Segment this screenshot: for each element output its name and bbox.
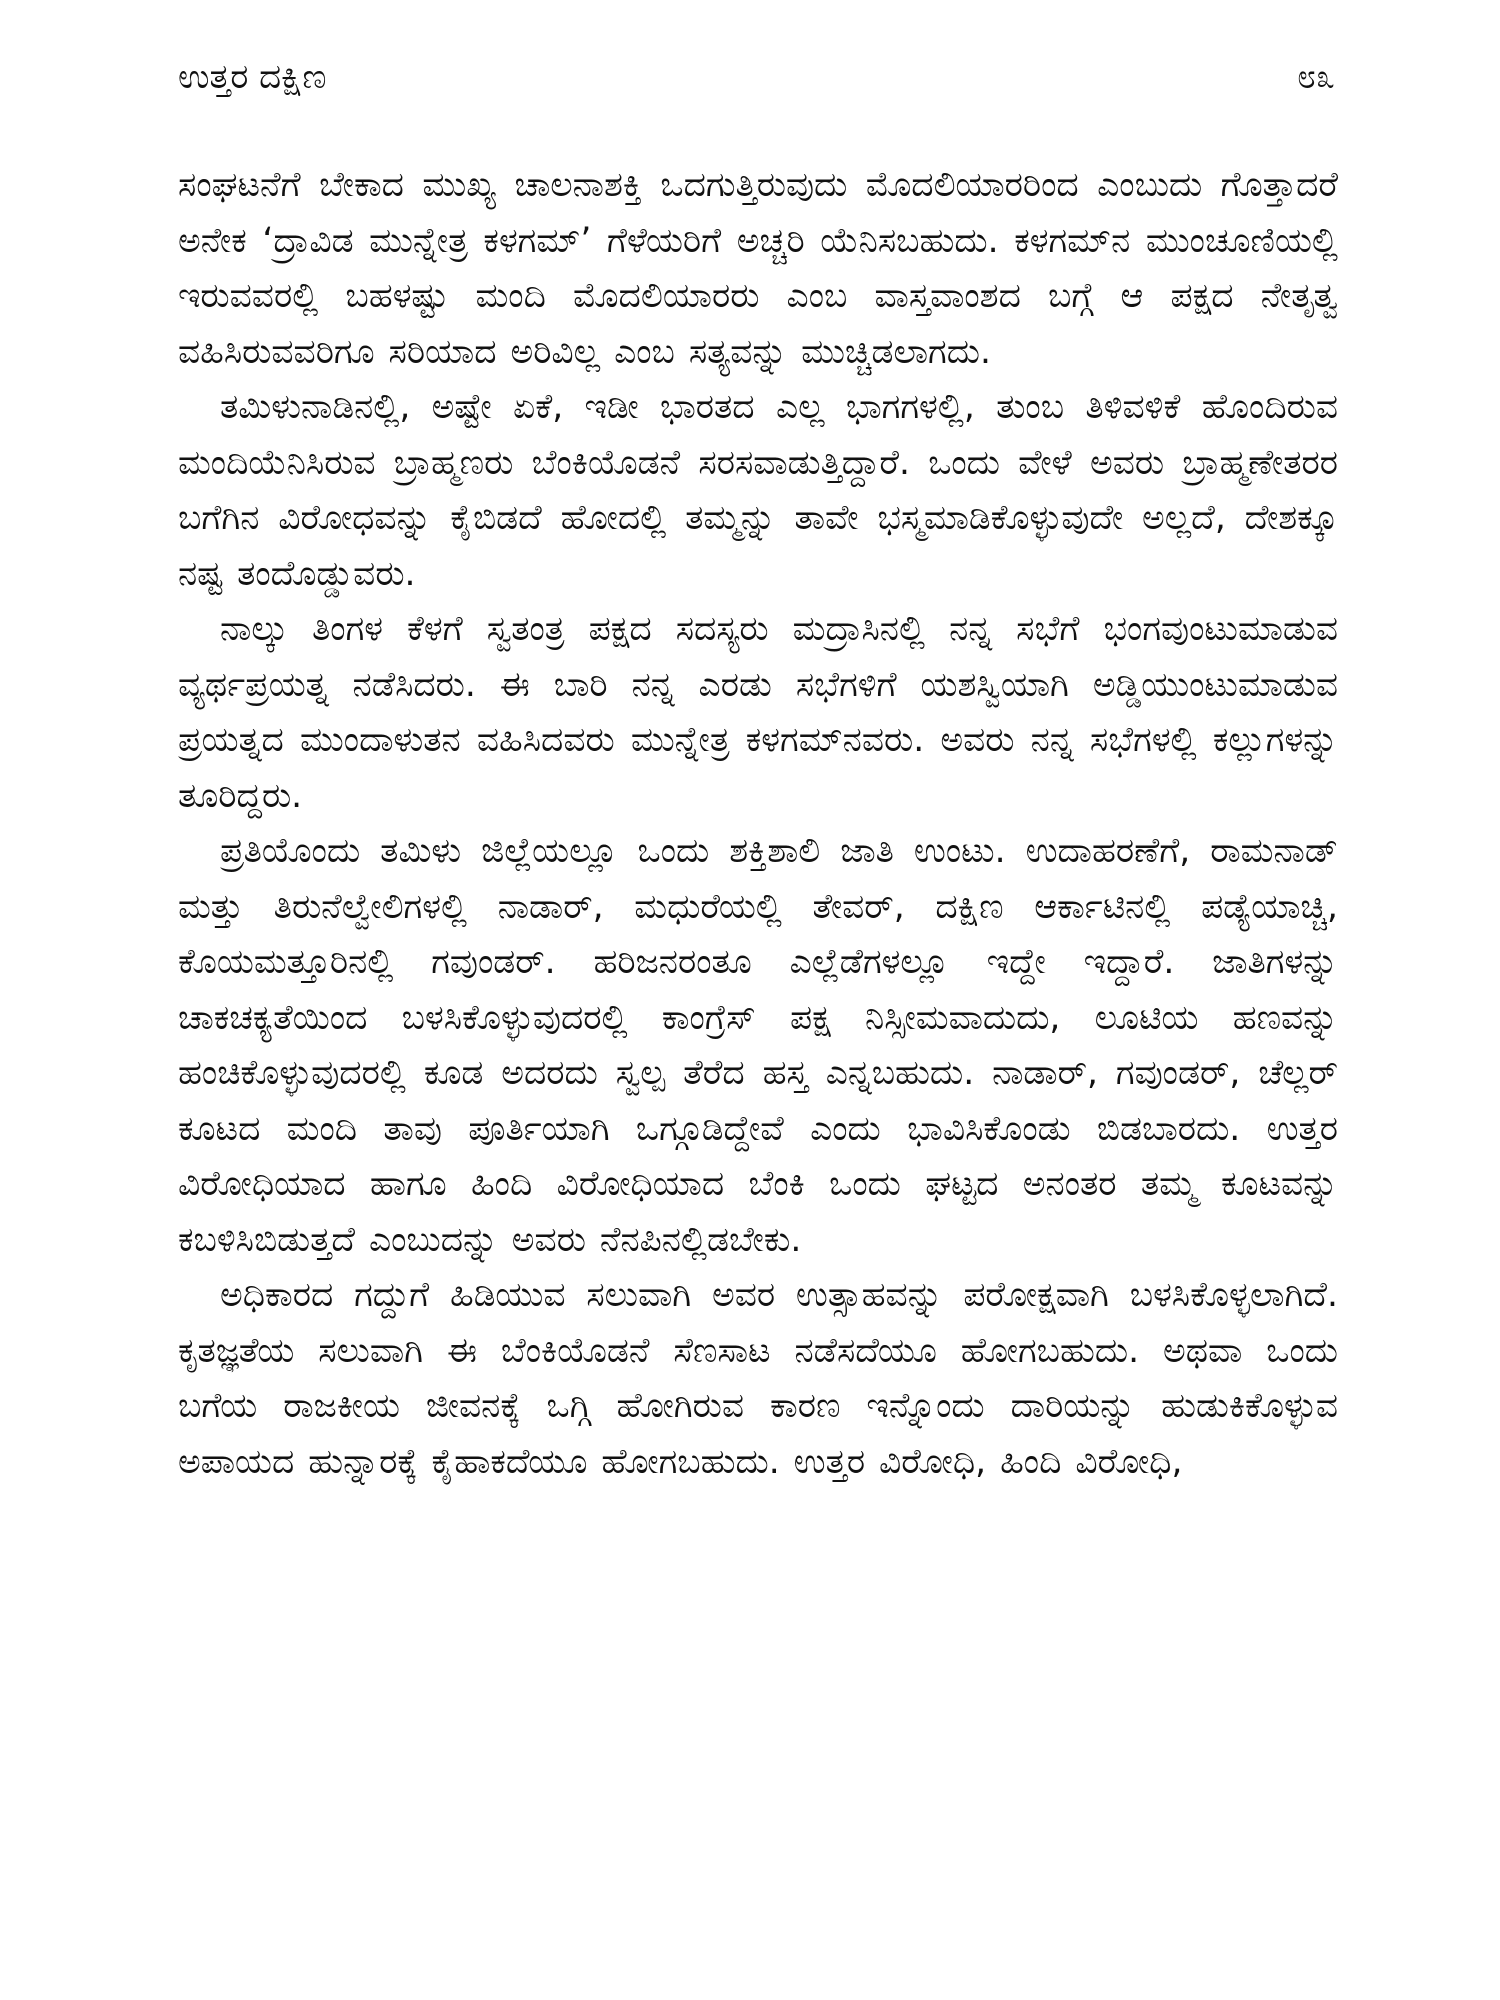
paragraph: ಪ್ರತಿಯೊಂದು ತಮಿಳು ಜಿಲ್ಲೆಯಲ್ಲೂ ಒಂದು ಶಕ್ತಿಶಾಲಿ ಜಾತಿ ಉಂಟು. ಉದಾಹರಣೆಗೆ, ರಾಮನಾಡ್ ಮತ್ತು ತಿರುನೆಲ್ವೇಲಿಗಳಲ್ಲಿ ನಾಡಾರ್, ಮಧುರೆಯಲ್ಲಿ ತೇವರ್, ದಕ್ಷಿಣ ಆರ್ಕಾಟಿನಲ್ಲಿ ಪಡ್ಯೆಯಾಚ್ಚಿ, ಕೊಯಮತ್ತೂರಿನಲ್ಲಿ ಗವುಂಡರ್. ಹರಿಜನರಂತೂ ಎಲ್ಲೆಡೆಗಳಲ್ಲೂ ಇದ್ದೇ ಇದ್ದಾರೆ. ಜಾತಿಗಳನ್ನು ಚಾಕಚಕ್ಯತೆಯಿಂದ ಬಳಸಿಕೊಳ್ಳುವುದರಲ್ಲಿ ಕಾಂಗ್ರೆಸ್ ಪಕ್ಷ ನಿಸ್ಸೀಮವಾದುದು, ಲೂಟಿಯ ಹಣವನ್ನು ಹಂಚಿಕೊಳ್ಳುವುದರಲ್ಲಿ ಕೂಡ ಅದರದು ಸ್ವಲ್ಪ ತೆರೆದ ಹಸ್ತ ಎನ್ನಬಹುದು. ನಾಡಾರ್, ಗವುಂಡರ್, ಚೆಲ್ಲರ್ ಕೂಟದ ಮಂದಿ ತಾವು ಪೂರ್ತಿಯಾಗಿ ಒಗ್ಗೂಡಿದ್ದೇವೆ ಎಂದು ಭಾವಿಸಿಕೊಂಡು ಬಿಡಬಾರದು. ಉತ್ತರ ವಿರೋಧಿಯಾದ ಹಾಗೂ ಹಿಂದಿ ವಿರೋಧಿಯಾದ ಬೆಂಕಿ ಒಂದು ಘಟ್ಟದ ಅನಂತರ ತಮ್ಮ ಕೂಟವನ್ನು ಕಬಳಿಸಿಬಿಡುತ್ತದೆ ಎಂಬುದನ್ನು ಅವರು ನೆನಪಿನಲ್ಲಿಡಬೇಕು. [178,831,1338,1260]
paragraph: ತಮಿಳುನಾಡಿನಲ್ಲಿ, ಅಷ್ಟೇ ಏಕೆ, ಇಡೀ ಭಾರತದ ಎಲ್ಲ ಭಾಗಗಳಲ್ಲಿ, ತುಂಬ ತಿಳಿವಳಿಕೆ ಹೊಂದಿರುವ ಮಂದಿಯೆನಿಸಿರುವ ಬ್ರಾಹ್ಮಣರು ಬೆಂಕಿಯೊಡನೆ ಸರಸವಾಡುತ್ತಿದ್ದಾರೆ. ಒಂದು ವೇಳೆ ಅವರು ಬ್ರಾಹ್ಮಣೇತರರ ಬಗೆಗಿನ ವಿರೋಧವನ್ನು ಕೈಬಿಡದೆ ಹೋದಲ್ಲಿ ತಮ್ಮನ್ನು ತಾವೇ ಭಸ್ಮಮಾಡಿಕೊಳ್ಳುವುದೇ ಅಲ್ಲದೆ, ದೇಶಕ್ಕೂ ನಷ್ಟ ತಂದೊಡ್ಡುವರು. [178,387,1338,594]
body-text [178,158,1338,1490]
paragraph-continued: ಸಂಘಟನೆಗೆ ಬೇಕಾದ ಮುಖ್ಯ ಚಾಲನಾಶಕ್ತಿ ಒದಗುತ್ತಿರುವುದು ಮೊದಲಿಯಾರರಿಂದ ಎಂಬುದು ಗೊತ್ತಾದರೆ ಅನೇಕ ‘ದ್ರಾವಿಡ ಮುನ್ನೇತ್ರ ಕಳಗಮ್’ ಗೆಳೆಯರಿಗೆ ಅಚ್ಚರಿ ಯೆನಿಸಬಹುದು. ಕಳಗಮ್‌ನ ಮುಂಚೂಣಿಯಲ್ಲಿ ಇರುವವರಲ್ಲಿ ಬಹಳಷ್ಟು ಮಂದಿ ಮೊದಲಿಯಾರರು ಎಂಬ ವಾಸ್ತವಾಂಶದ ಬಗ್ಗೆ ಆ ಪಕ್ಷದ ನೇತೃತ್ವ ವಹಿಸಿರುವವರಿಗೂ ಸರಿಯಾದ ಅರಿವಿಲ್ಲ ಎಂಬ ಸತ್ಯವನ್ನು ಮುಚ್ಚಿಡಲಾಗದು. [178,165,1338,372]
paragraph: ಅಧಿಕಾರದ ಗದ್ದುಗೆ ಹಿಡಿಯುವ ಸಲುವಾಗಿ ಅವರ ಉತ್ಸಾಹವನ್ನು ಪರೋಕ್ಷವಾಗಿ ಬಳಸಿಕೊಳ್ಳಲಾಗಿದೆ. ಕೃತಜ್ಞತೆಯ ಸಲುವಾಗಿ ಈ ಬೆಂಕಿಯೊಡನೆ ಸೆಣಸಾಟ ನಡೆಸದೆಯೂ ಹೋಗಬಹುದು. ಅಥವಾ ಒಂದು ಬಗೆಯ ರಾಜಕೀಯ ಜೀವನಕ್ಕೆ ಒಗ್ಗಿ ಹೋಗಿರುವ ಕಾರಣ ಇನ್ನೊಂದು ದಾರಿಯನ್ನು ಹುಡುಕಿಕೊಳ್ಳುವ ಅಪಾಯದ ಹುನ್ನಾರಕ್ಕೆ ಕೈಹಾಕದೆಯೂ ಹೋಗಬಹುದು. ಉತ್ತರ ವಿರೋಧಿ, ಹಿಂದಿ ವಿರೋಧಿ, [178,1275,1338,1482]
page-number: ೮೩ [1296,57,1335,97]
running-title: ಉತ್ತರ ದಕ್ಷಿಣ [178,57,327,97]
paragraph: ನಾಲ್ಕು ತಿಂಗಳ ಕೆಳಗೆ ಸ್ವತಂತ್ರ ಪಕ್ಷದ ಸದಸ್ಯರು ಮದ್ರಾಸಿನಲ್ಲಿ ನನ್ನ ಸಭೆಗೆ ಭಂಗವುಂಟುಮಾಡುವ ವ್ಯರ್ಥಪ್ರಯತ್ನ ನಡೆಸಿದರು. ಈ ಬಾರಿ ನನ್ನ ಎರಡು ಸಭೆಗಳಿಗೆ ಯಶಸ್ವಿಯಾಗಿ ಅಡ್ಡಿಯುಂಟುಮಾಡುವ ಪ್ರಯತ್ನದ ಮುಂದಾಳುತನ ವಹಿಸಿದವರು ಮುನ್ನೇತ್ರ ಕಳಗಮ್‌ನವರು. ಅವರು ನನ್ನ ಸಭೆಗಳಲ್ಲಿ ಕಲ್ಲುಗಳನ್ನು ತೂರಿದ್ದರು. [178,609,1338,816]
page-header [178,52,1335,102]
